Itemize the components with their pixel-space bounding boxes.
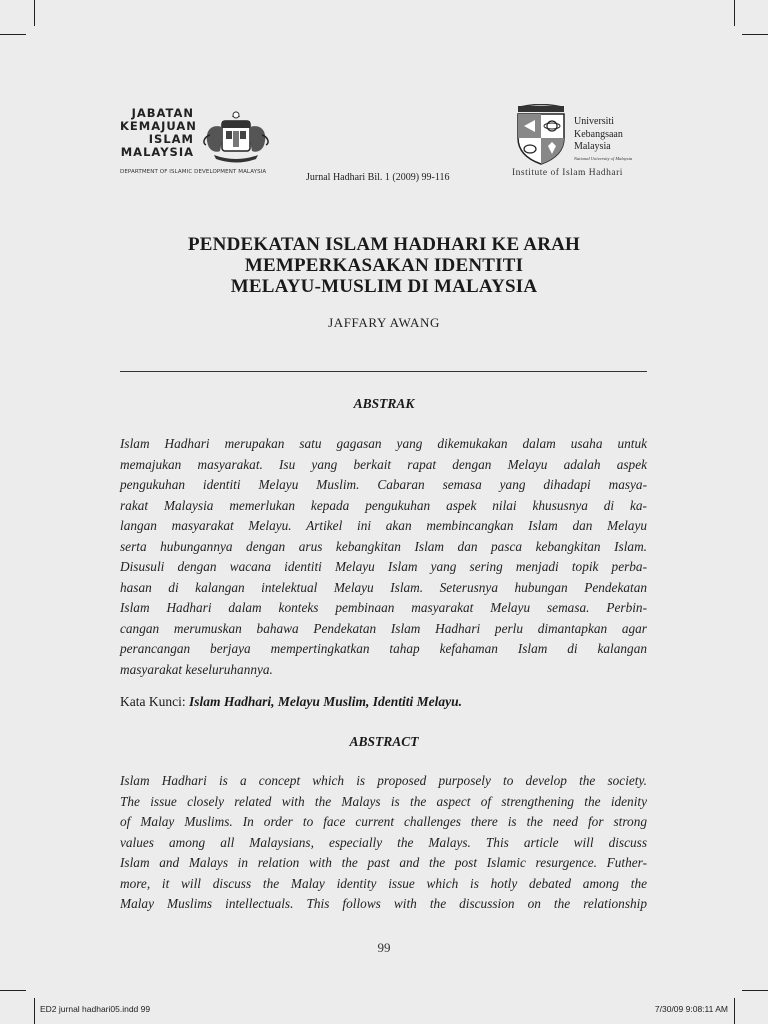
abstrak-line: pengukuhan identiti Melayu Muslim. Cabaran semasa yang dihadapi masya- xyxy=(120,477,647,492)
jakim-subtitle: DEPARTMENT OF ISLAMIC DEVELOPMENT MALAYSIA xyxy=(120,169,267,175)
abstract-line: values among all Malaysians, especially the Malays. This article will discuss xyxy=(120,834,647,850)
abstrak-line: cangan merumuskan bahawa Pendekatan Islam Hadhari perlu dimantapkan agar xyxy=(120,620,647,636)
page-number: 99 xyxy=(377,940,391,955)
abstrak-heading: ABSTRAK xyxy=(353,396,415,411)
crop-mark xyxy=(742,34,768,35)
crop-mark xyxy=(0,34,26,35)
title-line: PENDEKATAN ISLAM HADHARI KE ARAH xyxy=(187,234,581,255)
abstrak-line: memajukan masyarakat. Isu yang berkait rapat dengan Melayu adalah aspek xyxy=(120,456,647,472)
crop-mark xyxy=(34,0,35,26)
crop-mark xyxy=(734,0,735,26)
abstract-heading: ABSTRACT xyxy=(349,734,419,749)
abstract-line: Islam and Malays in relation with the past and the post Islamic resurgence. Futher- xyxy=(120,855,647,870)
print-slug-timestamp: 7/30/09 9:08:11 AM xyxy=(654,1004,728,1014)
abstract-line: Malay Muslims intellectuals. This follows with the discussion on the relationship xyxy=(120,896,647,911)
university-crest-icon xyxy=(510,104,572,166)
ukm-name-line: Kebangsaan xyxy=(574,128,623,140)
abstrak-line: perancangan berjaya mempertingkatkan tahap kefahaman Islam di kalangan xyxy=(120,641,647,656)
keywords-label: Kata Kunci: xyxy=(120,694,186,709)
crop-mark xyxy=(34,998,35,1024)
abstract-line: Islam Hadhari is a concept which is proposed purposely to develop the society. xyxy=(120,773,647,788)
author-name: JAFFARY AWANG xyxy=(328,315,440,330)
abstract-line: more, it will discuss the Malay identity issue which is hotly debated among the xyxy=(120,875,647,891)
coat-of-arms-icon xyxy=(196,107,276,167)
abstrak-line: rakat Malaysia memerlukan kepada pengukuhan aspek nilai khususnya di ka- xyxy=(120,497,647,513)
journal-citation: Jurnal Hadhari Bil. 1 (2009) 99-116 xyxy=(306,172,450,183)
crop-mark xyxy=(734,998,735,1024)
keywords-value: Islam Hadhari, Melayu Muslim, Identiti Melayu. xyxy=(188,694,463,709)
keywords xyxy=(120,694,647,710)
abstrak-line: langan masyarakat Melayu. Artikel ini akan membincangkan Islam dan Melayu xyxy=(120,518,647,533)
title-line: MEMPERKASAKAN IDENTITI xyxy=(244,255,524,276)
abstract-body xyxy=(120,771,647,915)
jakim-wordmark: JABATAN KEMAJUAN ISLAM MALAYSIA xyxy=(120,106,197,159)
abstrak-body xyxy=(120,434,647,680)
abstrak-line: serta hubungannya dengan arus kebangkitan Islam dan pasca kebangkitan Islam. xyxy=(120,538,647,554)
abstrak-line: masyarakat keseluruhannya. xyxy=(120,661,273,677)
ukm-wordmark xyxy=(574,116,623,154)
ukm-name-line: Malaysia xyxy=(574,141,611,152)
abstrak-line: Islam Hadhari dalam konteks pembinaan masyarakat Melayu semasa. Perbin- xyxy=(120,600,647,615)
ukm-name-line: Universiti xyxy=(574,116,614,127)
abstrak-line: hasan di kalangan intelektual Melayu Islam. Seterusnya hubungan Pendekatan xyxy=(120,579,647,595)
abstract-line: The issue closely related with the Malays is the aspect of strengthening the idenity xyxy=(120,793,647,809)
ukm-institute: Institute of Islam Hadhari xyxy=(512,168,623,178)
crop-mark xyxy=(0,990,26,991)
abstrak-line: Disusuli dengan wacana identiti Melayu Islam yang sering menjadi topik perba- xyxy=(120,559,647,574)
abstract-line: of Malay Muslims. In order to face current challenges there is the need for strong xyxy=(120,814,647,829)
print-slug-file: ED2 jurnal hadhari05.indd 99 xyxy=(40,1004,151,1014)
title-line: MELAYU-MUSLIM DI MALAYSIA xyxy=(230,276,538,297)
crop-mark xyxy=(742,990,768,991)
ukm-logo xyxy=(510,104,650,184)
ukm-tagline: National University of Malaysia xyxy=(574,156,633,161)
abstrak-line: Islam Hadhari merupakan satu gagasan yang dikemukakan dalam usaha untuk xyxy=(120,436,647,451)
article-title xyxy=(120,234,648,297)
divider-rule xyxy=(120,371,647,372)
